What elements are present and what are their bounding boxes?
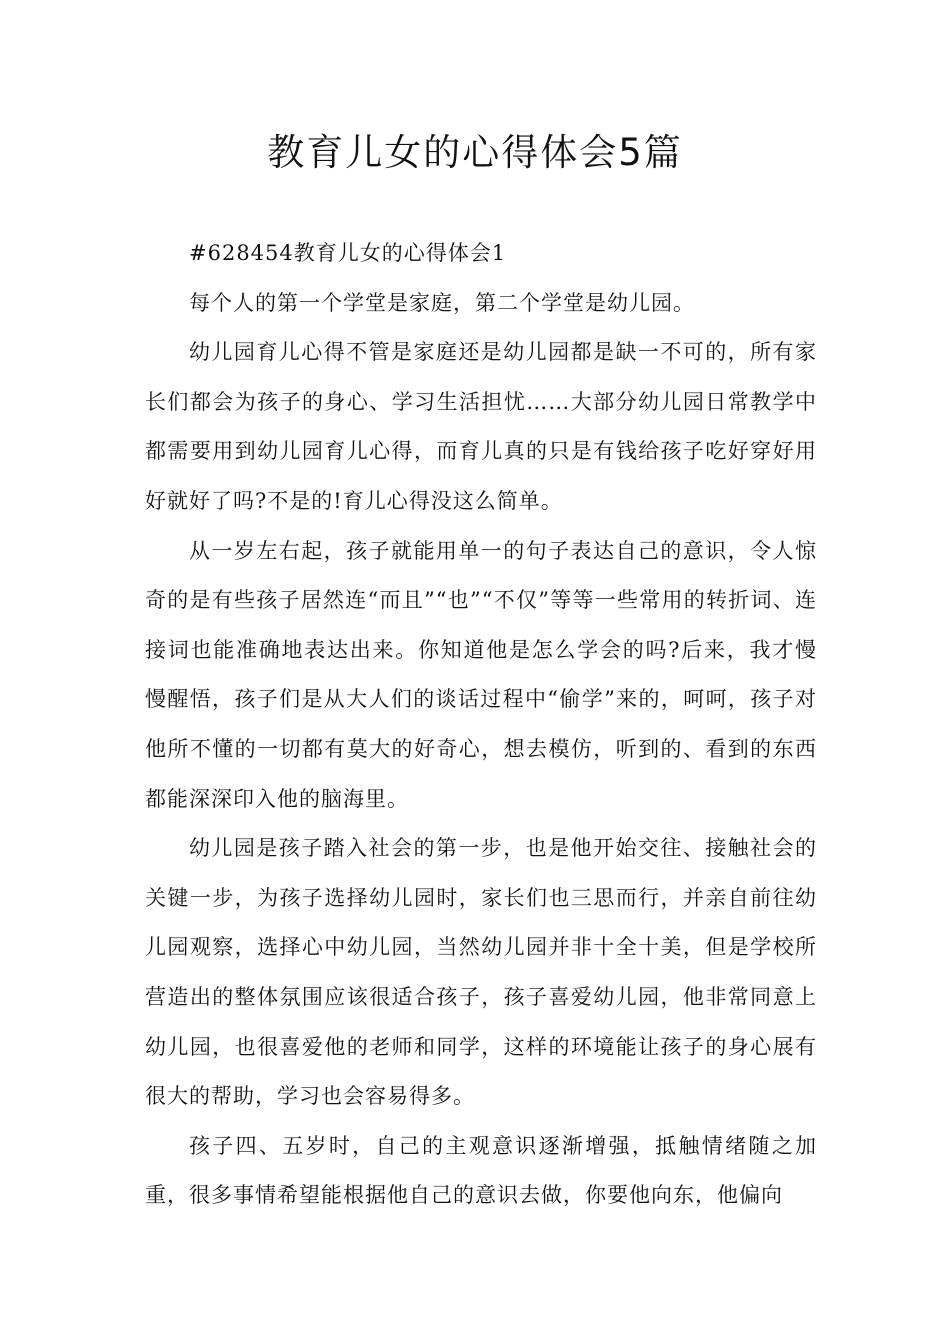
- paragraph: 幼儿园育儿心得不管是家庭还是幼儿园都是缺一不可的，所有家长们都会为孩子的身心、学习生活担忧……大部分幼儿园日常教学中都需要用到幼儿园育儿心得，而育儿真的只是有钱给孩子吃好穿好用好就好了吗?不是的!育儿心得没这么简单。: [145, 340, 817, 513]
- paragraph: 孩子四、五岁时，自己的主观意识逐渐增强，抵触情绪随之加重，很多事情希望能根据他自己的意识去做，你要他向东，他偏向: [145, 1133, 817, 1208]
- document-body: [145, 229, 817, 1221]
- paragraph: 从一岁左右起，孩子就能用单一的句子表达自己的意识，令人惊奇的是有些孩子居然连“而且”“也”“不仅”等等一些常用的转折词、连接词也能准确地表达出来。你知道他是怎么学会的吗?后来，我才慢慢醒悟，孩子们是从大人们的谈话过程中“偷学”来的，呵呵，孩子对他所不懂的一切都有莫大的好奇心，想去模仿，听到的、看到的东西都能深深印入他的脑海里。: [145, 538, 817, 811]
- paragraph: 幼儿园是孩子踏入社会的第一步，也是他开始交往、接触社会的关键一步，为孩子选择幼儿园时，家长们也三思而行，并亲自前往幼儿园观察，选择心中幼儿园，当然幼儿园并非十全十美，但是学校所营造出的整体氛围应该很适合孩子，孩子喜爱幼儿园，他非常同意上幼儿园，也很喜爱他的老师和同学，这样的环境能让孩子的身心展有很大的帮助，学习也会容易得多。: [145, 836, 817, 1109]
- paragraph: 每个人的第一个学堂是家庭，第二个学堂是幼儿园。: [189, 290, 695, 315]
- section-heading: #628454教育儿女的心得体会1: [189, 241, 507, 265]
- document-title: 教育儿女的心得体会5篇: [267, 131, 683, 174]
